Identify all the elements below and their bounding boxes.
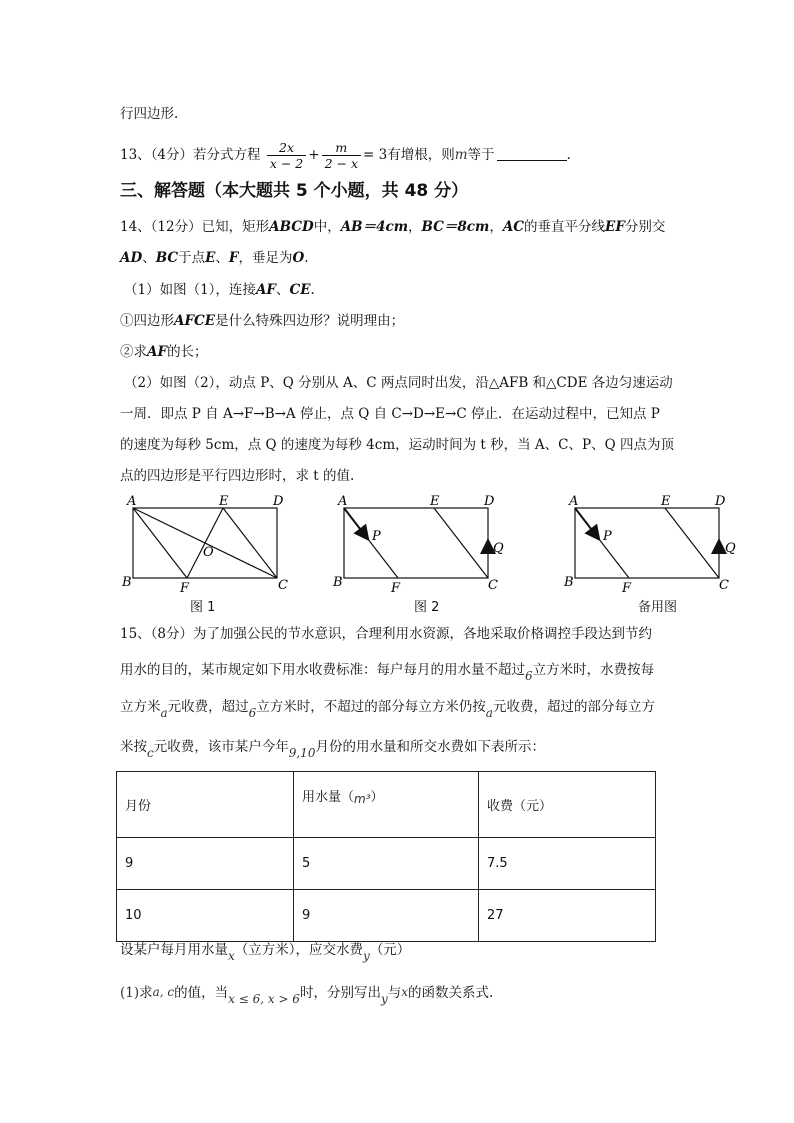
table-header-row bbox=[117, 772, 656, 838]
fig1-label-A: A bbox=[127, 494, 137, 509]
q14-line-2: AD、BC于点E、F，垂足为O. bbox=[120, 250, 309, 266]
fig3-label-Q: Q bbox=[725, 541, 736, 556]
figure-2 bbox=[332, 494, 504, 596]
answer-blank[interactable] bbox=[497, 146, 567, 161]
q15-definition-line: 设某户每月用水量x（立方米），应交水费y（元） bbox=[120, 942, 411, 963]
fig3-arrow-P bbox=[575, 508, 598, 538]
fig2-label-C: C bbox=[488, 578, 498, 593]
cell-fee: 7.5 bbox=[479, 838, 656, 890]
q14-part-1: （1）如图（1），连接AF、CE. bbox=[124, 282, 315, 298]
cell-usage: 5 bbox=[294, 838, 479, 890]
figure-1 bbox=[121, 494, 288, 596]
q15-line-3: 立方米a元收费，超过6立方米时，不超过的部分每立方米仍按a元收费，超过的部分每立方 bbox=[120, 699, 655, 720]
cell-month: 10 bbox=[117, 890, 294, 942]
question-13: 13、（4分）若分式方程 $\frac{2x}{x - 2}$ + $\frac{m}{2 - x}$ = 3有增根，则m等于 . bbox=[120, 140, 571, 171]
fig1-segment-EF bbox=[187, 508, 223, 578]
fig2-label-B: B bbox=[333, 575, 343, 590]
fig2-label-E: E bbox=[430, 494, 440, 509]
fig1-segment-AF bbox=[133, 508, 187, 578]
fig1-label-B: B bbox=[122, 575, 132, 590]
table-row bbox=[117, 890, 656, 942]
q14-part-2-line-4: 点的四边形是平行四边形时，求 t 的值. bbox=[120, 468, 355, 484]
fig3-label-D: D bbox=[715, 494, 726, 509]
fig3-label-B: B bbox=[564, 575, 574, 590]
q14-part-2-line-1: （2）如图（2），动点 P、Q 分别从 A、C 两点同时出发，沿△AFB 和△CDE 各边匀速运动 bbox=[124, 375, 673, 391]
fig3-caption: 备用图 bbox=[638, 600, 678, 615]
fig1-segment-EC bbox=[223, 508, 277, 578]
fig3-label-E: E bbox=[661, 494, 671, 509]
fig1-label-D: D bbox=[273, 494, 284, 509]
q14-part-2-line-2: 一周．即点 P 自 A→F→B→A 停止，点 Q 自 C→D→E→C 停止．在运动过程中，已知点 P bbox=[120, 406, 660, 422]
fig1-label-F: F bbox=[180, 581, 190, 596]
fig2-segment-EC bbox=[434, 508, 488, 578]
fig2-caption: 图 2 bbox=[414, 600, 440, 615]
fig2-label-Q: Q bbox=[493, 541, 504, 556]
section-3-heading: 三、解答题（本大题共 5 个小题，共 48 分） bbox=[120, 181, 469, 201]
fig2-label-F: F bbox=[391, 581, 401, 596]
fig1-label-O: O bbox=[203, 545, 214, 560]
q15-line-1: 15、（8分）为了加强公民的节水意识，合理利用水资源，各地采取价格调控手段达到节约 bbox=[120, 626, 653, 642]
fig2-label-A: A bbox=[338, 494, 348, 509]
q14-sub-2: ②求AF的长； bbox=[120, 344, 208, 360]
header-water-usage: 用水量（m³） bbox=[294, 772, 479, 838]
header-fee: 收费（元） bbox=[479, 772, 656, 838]
table-row bbox=[117, 838, 656, 890]
fig3-label-F: F bbox=[622, 581, 632, 596]
cell-usage: 9 bbox=[294, 890, 479, 942]
figure-spare bbox=[563, 494, 736, 596]
fraction-2x-over-x-minus-2: $\frac{2x}{x - 2}$ bbox=[267, 140, 306, 171]
header-month: 月份 bbox=[117, 772, 294, 838]
fig2-arrow-P bbox=[344, 508, 367, 538]
fig1-caption: 图 1 bbox=[190, 600, 216, 615]
fig2-label-D: D bbox=[484, 494, 495, 509]
fig2-label-P: P bbox=[372, 529, 381, 544]
q14-sub-1: ①四边形AFCE是什么特殊四边形？说明理由； bbox=[120, 313, 405, 329]
fig3-segment-EC bbox=[665, 508, 719, 578]
fig1-label-E: E bbox=[219, 494, 229, 509]
q15-line-4: 米按c元收费，该市某户今年9,10月份的用水量和所交水费如下表所示： bbox=[120, 739, 545, 760]
fig2-rectangle bbox=[344, 508, 488, 578]
fraction-m-over-2-minus-x: $\frac{m}{2 - x}$ bbox=[322, 140, 361, 171]
q15-line-2: 用水的目的，某市规定如下用水收费标准：每户每月的用水量不超过6立方米时，水费按每 bbox=[120, 662, 655, 683]
water-fee-table bbox=[116, 771, 656, 942]
figures-row bbox=[0, 490, 794, 600]
fig3-label-A: A bbox=[569, 494, 579, 509]
fig3-rectangle bbox=[575, 508, 719, 578]
cell-fee: 27 bbox=[479, 890, 656, 942]
fig3-label-C: C bbox=[719, 578, 729, 593]
cell-month: 9 bbox=[117, 838, 294, 890]
q15-sub-1: (1)求a, c的值，当x ≤ 6, x > 6时，分别写出y与x的函数关系式. bbox=[120, 985, 494, 1006]
q14-part-2-line-3: 的速度为每秒 5cm，点 Q 的速度为每秒 4cm，运动时间为 t 秒，当 A、C、P、Q 四点为顶 bbox=[120, 437, 674, 453]
fig1-label-C: C bbox=[278, 578, 288, 593]
prev-question-tail: 行四边形. bbox=[120, 106, 179, 122]
q14-line-1: 14、（12分）已知，矩形ABCD中，AB＝4cm，BC＝8cm，AC的垂直平分线EF分别交 bbox=[120, 219, 666, 235]
fig3-label-P: P bbox=[603, 529, 612, 544]
